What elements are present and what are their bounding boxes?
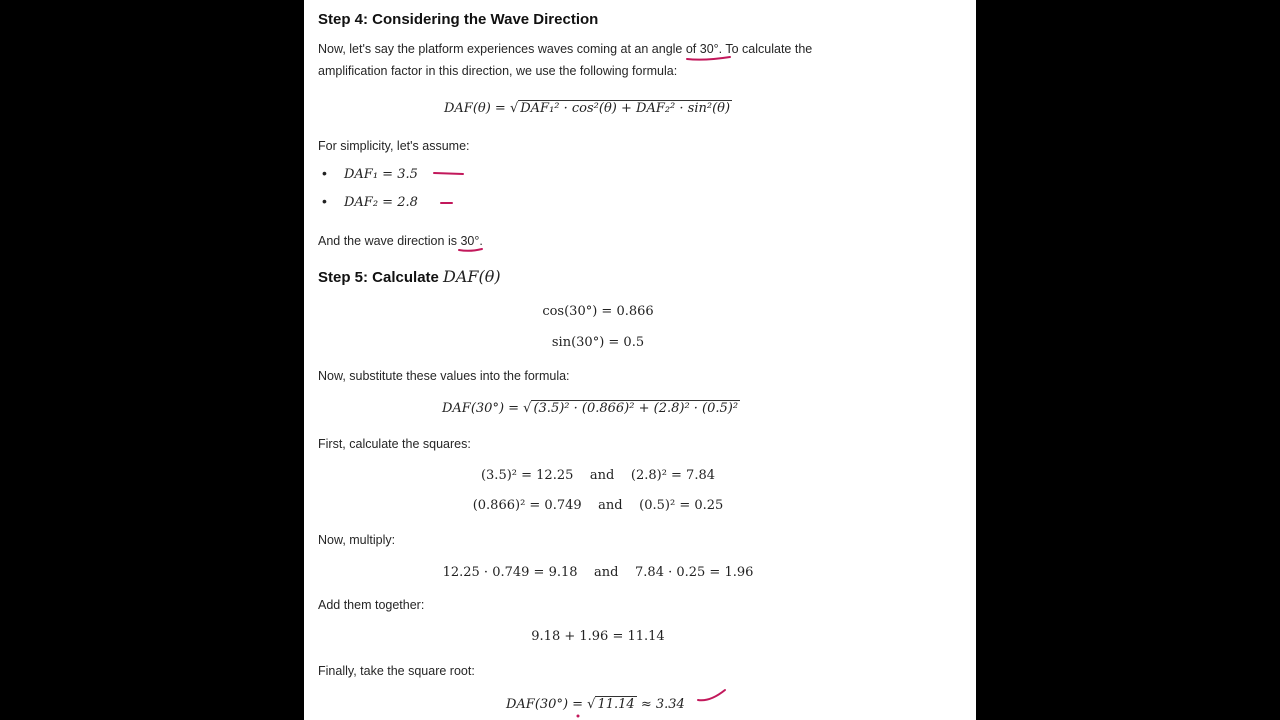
handwritten-annotations [304, 0, 976, 720]
root-intro: Finally, take the square root: [318, 664, 475, 678]
sin-equation: sin(30°) = 0.5 [551, 335, 645, 350]
step4-heading: Step 4: Considering the Wave Direction [318, 11, 599, 28]
root-lhs: DAF(30°) = √ [506, 697, 596, 712]
substituted-lhs: DAF(30°) = √ [442, 401, 532, 416]
substituted-radicand: (3.5)² · (0.866)² + (2.8)² · (0.5)² [533, 401, 739, 416]
underline-daf1 [434, 173, 463, 174]
bullet-daf2: DAF₂ = 2.8 [344, 195, 418, 210]
document-page [304, 0, 976, 720]
checkmark [698, 690, 725, 700]
bullet-daf1: DAF₁ = 3.5 [344, 167, 418, 182]
root-rhs: ≈ 3.34 [636, 697, 685, 712]
squares-line1: (3.5)² = 12.25 and (2.8)² = 7.84 [480, 468, 716, 483]
wave-direction-text: And the wave direction is 30°. [318, 234, 483, 248]
cos-equation: cos(30°) = 0.866 [542, 304, 654, 319]
underline-angle [687, 57, 730, 60]
multiply-line: 12.25 · 0.749 = 9.18 and 7.84 · 0.25 = 1.96 [442, 565, 754, 580]
underline-direction [459, 249, 482, 251]
ink-dot [577, 715, 580, 718]
add-line: 9.18 + 1.96 = 11.14 [531, 629, 665, 644]
formula-radicand: DAF₁² · cos²(θ) + DAF₂² · sin²(θ) [520, 101, 731, 116]
formula-lhs: DAF(θ) = √ [444, 101, 519, 116]
simplicity-text: For simplicity, let's assume: [318, 139, 470, 153]
step4-paragraph-line1: Now, let's say the platform experiences waves coming at an angle of 30°. To calculate the [318, 42, 813, 56]
add-intro: Add them together: [318, 598, 425, 612]
substitute-text: Now, substitute these values into the formula: [318, 369, 570, 383]
root-radicand: 11.14 [597, 697, 635, 712]
bullet-dot: • [322, 165, 327, 181]
step5-heading-text: Step 5: Calculate [318, 269, 439, 286]
squares-intro: First, calculate the squares: [318, 437, 471, 451]
multiply-intro: Now, multiply: [318, 533, 396, 547]
step5-heading-math: DAF(θ) [443, 267, 501, 286]
step4-paragraph-line2: amplification factor in this direction, we use the following formula: [318, 64, 678, 78]
bullet-dot: • [322, 193, 327, 209]
squares-line2: (0.866)² = 0.749 and (0.5)² = 0.25 [472, 498, 724, 513]
